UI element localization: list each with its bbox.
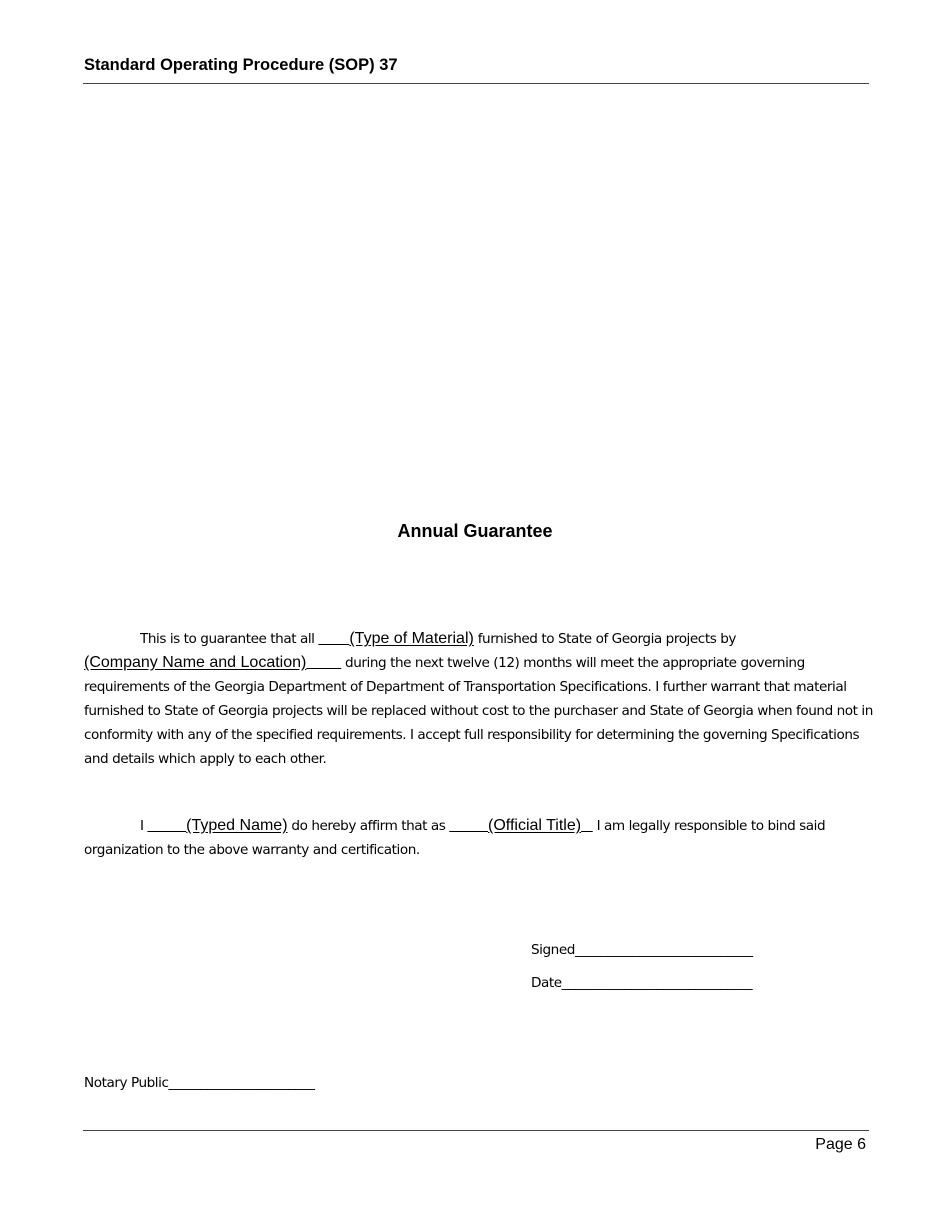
document-title: Annual Guarantee — [397, 521, 553, 541]
date-line[interactable] — [531, 971, 752, 995]
type-of-material-field[interactable]: (Type of Material) — [349, 630, 474, 647]
notary-blank: _______________________ — [168, 1075, 315, 1091]
footer-divider — [83, 1130, 869, 1131]
signed-blank: ____________________________ — [574, 942, 753, 958]
guarantee-paragraph — [84, 627, 874, 771]
affirmation-paragraph — [84, 814, 874, 862]
paragraph-text: furnished to State of Georgia projects by — [473, 631, 736, 647]
material-field-blank — [318, 631, 349, 647]
notary-label: Notary Public — [84, 1075, 169, 1091]
title-field-blank — [449, 818, 488, 834]
header-title: Standard Operating Procedure (SOP) 37 — [84, 56, 398, 74]
company-name-location-field[interactable]: (Company Name and Location) — [84, 654, 307, 671]
signed-label: Signed — [531, 942, 575, 958]
notary-public-line[interactable] — [84, 1071, 314, 1095]
paragraph-text: during the next twelve (12) months will meet the appropriate governing requirements of the Georgia Department of Department of Transportation Specifications. I further warrant that material furnished to State of Georgia projects will be replaced without cost to the purchaser and State of Georgia when found not in conformity with any of the specified requirements. I accept full responsibility for determining the governing Specifications and details which apply to each other. — [84, 655, 873, 767]
paragraph-text: I — [140, 818, 148, 834]
paragraph-text: This is to guarantee that all — [140, 631, 319, 647]
header-divider — [83, 83, 869, 84]
company-field-blank — [306, 655, 341, 671]
page-number: Page 6 — [815, 1136, 866, 1153]
name-field-blank — [147, 818, 186, 834]
paragraph-text: I am legally responsible to bind said organization to the above warranty and certification. — [84, 818, 826, 858]
title-field-blank — [581, 818, 593, 834]
official-title-field[interactable]: (Official Title) — [488, 817, 582, 834]
typed-name-field[interactable]: (Typed Name) — [186, 817, 288, 834]
signed-line[interactable] — [531, 938, 753, 962]
date-blank: ______________________________ — [561, 975, 753, 991]
paragraph-text: do hereby affirm that as — [287, 818, 450, 834]
date-label: Date — [531, 975, 562, 991]
